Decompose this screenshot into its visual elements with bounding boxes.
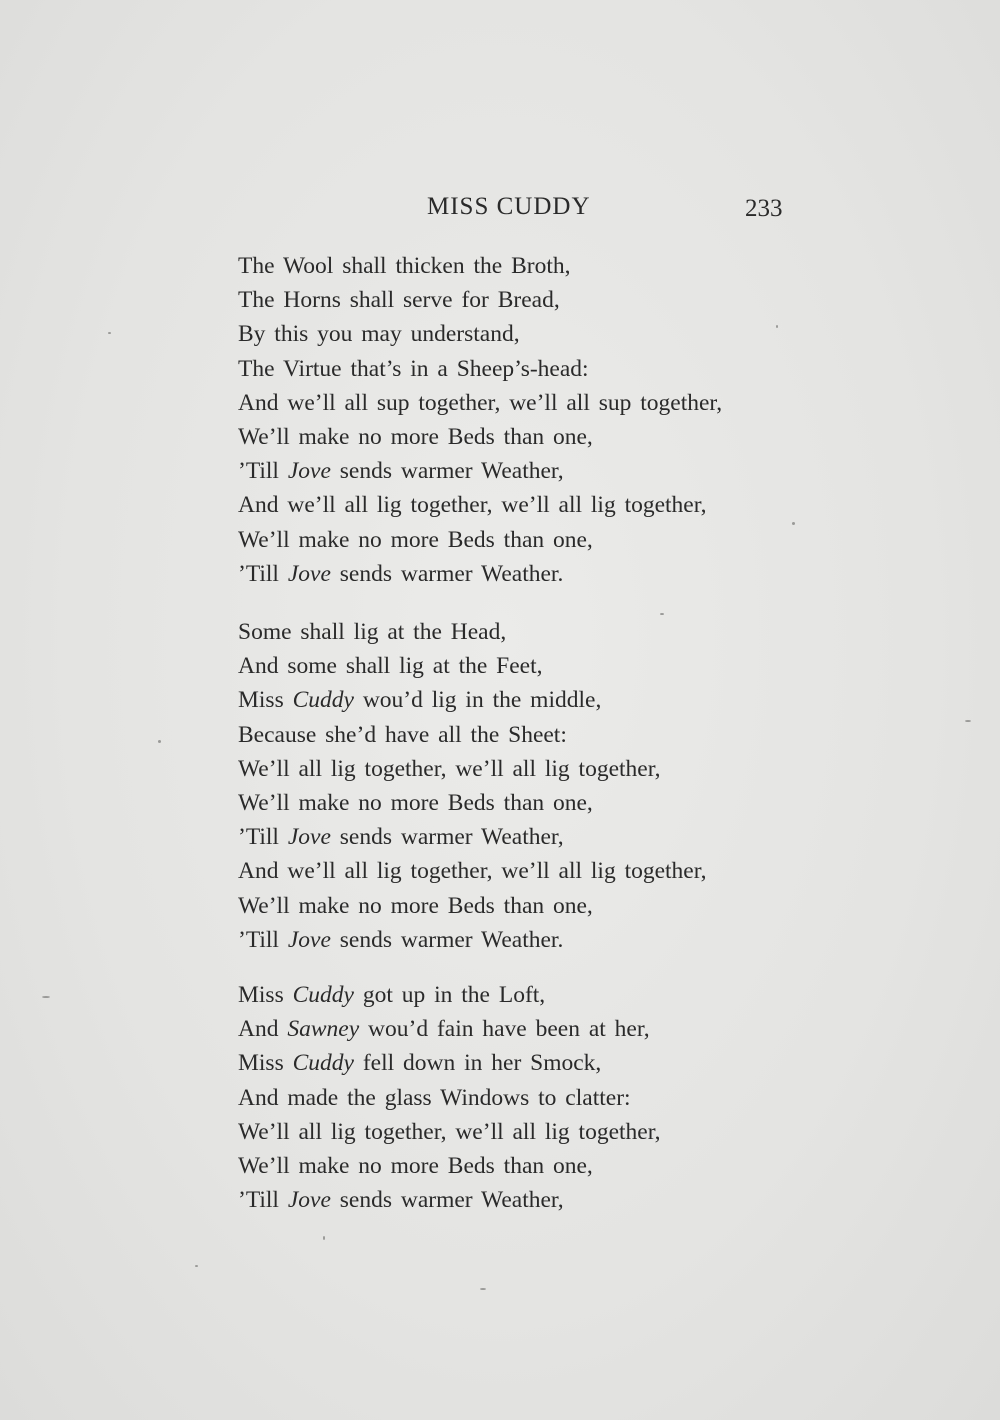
paper-speck (480, 1288, 486, 1290)
verse-line (238, 557, 838, 591)
verse-line (238, 283, 838, 317)
verse-line (238, 1149, 838, 1183)
paper-speck (323, 1236, 325, 1240)
line-text: ’Till (238, 560, 288, 587)
paper-speck (158, 740, 161, 743)
verse-line (238, 420, 838, 454)
paper-speck (965, 720, 971, 722)
italic-name: Jove (287, 926, 331, 953)
line-text: We’ll make no more Beds than one, (238, 424, 593, 451)
page-number: 233 (745, 195, 783, 222)
line-text: wou’d fain have been at her, (359, 1016, 650, 1043)
paper-speck (776, 325, 778, 328)
verse-line (238, 1115, 838, 1149)
italic-name: Cuddy (292, 1050, 354, 1077)
line-text: Miss (238, 687, 293, 714)
verse-line (238, 889, 838, 923)
verse-line (238, 649, 838, 683)
line-text: ’Till (238, 824, 288, 851)
paper-speck (792, 522, 795, 525)
verse-line (238, 718, 838, 752)
verse-line (238, 1046, 838, 1080)
verse-line (238, 854, 838, 888)
line-text: By this you may understand, (238, 321, 520, 348)
line-text: sends warmer Weather, (330, 824, 564, 851)
line-text: And (238, 1016, 288, 1043)
verse-line (238, 454, 838, 488)
stanza-1 (238, 249, 838, 591)
line-text: Miss (238, 982, 293, 1008)
italic-name: Jove (287, 824, 331, 851)
line-text: ’Till (238, 458, 288, 485)
paper-speck (108, 332, 111, 334)
verse-line (238, 978, 838, 1012)
line-text: The Virtue that’s in a Sheep’s-head: (238, 355, 589, 382)
line-text: And made the glass Windows to clatter: (238, 1084, 631, 1111)
line-text: We’ll make no more Beds than one, (238, 1153, 593, 1180)
running-title: MISS CUDDY (427, 193, 591, 220)
verse-line (238, 923, 838, 957)
line-text: And we’ll all lig together, we’ll all lig together, (238, 492, 707, 519)
line-text: wou’d lig in the middle, (353, 687, 602, 714)
verse-line (238, 1183, 838, 1217)
verse-line (238, 615, 838, 649)
verse-line (238, 1081, 838, 1115)
line-text: And we’ll all lig together, we’ll all lig together, (238, 858, 707, 885)
verse-line (238, 352, 838, 386)
line-text: sends warmer Weather. (330, 560, 564, 587)
italic-name: Sawney (287, 1016, 360, 1043)
paper-speck (195, 1265, 198, 1267)
line-text: Miss (238, 1050, 293, 1077)
line-text: fell down in her Smock, (353, 1050, 602, 1077)
paper-speck (660, 613, 664, 615)
line-text: Because she’d have all the Sheet: (238, 721, 567, 748)
line-text: Some shall lig at the Head, (238, 619, 507, 645)
verse-line (238, 249, 838, 283)
italic-name: Cuddy (292, 687, 354, 714)
line-text: sends warmer Weather, (330, 458, 564, 485)
stanza-2 (238, 615, 838, 957)
verse-line (238, 317, 838, 351)
line-text: We’ll all lig together, we’ll all lig together, (238, 755, 661, 782)
stanza-3 (238, 978, 838, 1217)
line-text: We’ll make no more Beds than one, (238, 790, 593, 817)
italic-name: Jove (287, 1187, 331, 1214)
line-text: sends warmer Weather. (330, 926, 564, 953)
line-text: sends warmer Weather, (330, 1187, 564, 1214)
italic-name: Jove (287, 458, 331, 485)
running-head (0, 190, 1000, 224)
line-text: We’ll make no more Beds than one, (238, 526, 593, 553)
verse-line (238, 523, 838, 557)
verse-line (238, 820, 838, 854)
line-text: ’Till (238, 1187, 288, 1214)
verse-line (238, 386, 838, 420)
verse-line (238, 683, 838, 717)
italic-name: Cuddy (292, 982, 354, 1008)
line-text: We’ll make no more Beds than one, (238, 892, 593, 919)
line-text: The Wool shall thicken the Broth, (238, 253, 571, 279)
line-text: And some shall lig at the Feet, (238, 653, 543, 680)
line-text: got up in the Loft, (353, 982, 546, 1008)
verse-line (238, 488, 838, 522)
line-text: The Horns shall serve for Bread, (238, 287, 560, 314)
verse-line (238, 1012, 838, 1046)
line-text: And we’ll all sup together, we’ll all sup together, (238, 389, 723, 416)
paper-speck (42, 996, 50, 998)
line-text: We’ll all lig together, we’ll all lig together, (238, 1118, 661, 1145)
italic-name: Jove (287, 560, 331, 587)
verse-line (238, 752, 838, 786)
line-text: ’Till (238, 926, 288, 953)
verse-line (238, 786, 838, 820)
